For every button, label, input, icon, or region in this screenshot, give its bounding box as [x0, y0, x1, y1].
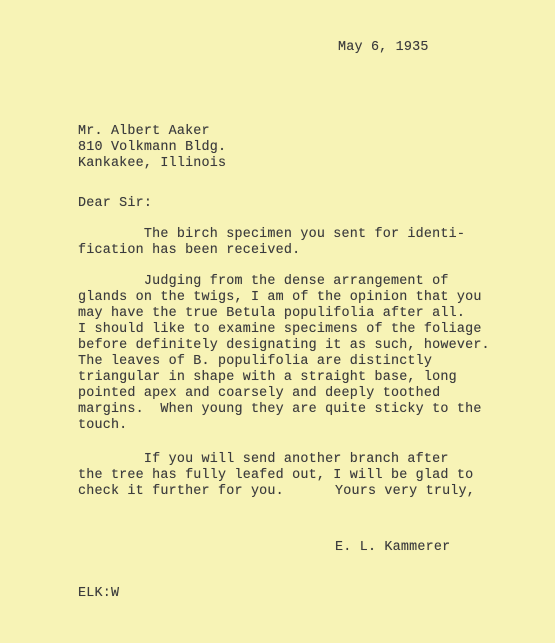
paragraph-3-line: the tree has fully leafed out, I will be glad to [78, 468, 474, 483]
paragraph-2-line: Judging from the dense arrangement of [78, 274, 449, 289]
recipient-name: Mr. Albert Aaker [78, 124, 210, 139]
paragraph-1-line: fication has been received. [78, 243, 301, 258]
paragraph-2-line: I should like to examine specimens of the foliage [78, 322, 482, 337]
salutation: Dear Sir: [78, 196, 153, 211]
paragraph-2-line: may have the true Betula populifolia after all. [78, 306, 466, 321]
paragraph-3-line: If you will send another branch after [78, 452, 449, 467]
paragraph-2-line: pointed apex and coarsely and deeply toothed [78, 386, 441, 401]
paragraph-1-line: The birch specimen you sent for identi- [78, 227, 466, 242]
paragraph-2-line: triangular in shape with a straight base, long [78, 370, 457, 385]
letter-date: May 6, 1935 [338, 40, 429, 55]
paragraph-3-line: check it further for you. [78, 484, 284, 499]
recipient-city: Kankakee, Illinois [78, 156, 227, 171]
signature: E. L. Kammerer [335, 540, 451, 555]
recipient-address: 810 Volkmann Bldg. [78, 140, 227, 155]
typist-initials: ELK:W [78, 586, 120, 601]
paragraph-2-line: margins. When young they are quite sticky to the [78, 402, 482, 417]
closing: Yours very truly, [335, 484, 476, 499]
paragraph-2-line: before definitely designating it as such, however. [78, 338, 490, 353]
paragraph-2-line: glands on the twigs, I am of the opinion that you [78, 290, 482, 305]
paragraph-2-line: touch. [78, 418, 128, 433]
paragraph-2-line: The leaves of B. populifolia are distinctly [78, 354, 433, 369]
